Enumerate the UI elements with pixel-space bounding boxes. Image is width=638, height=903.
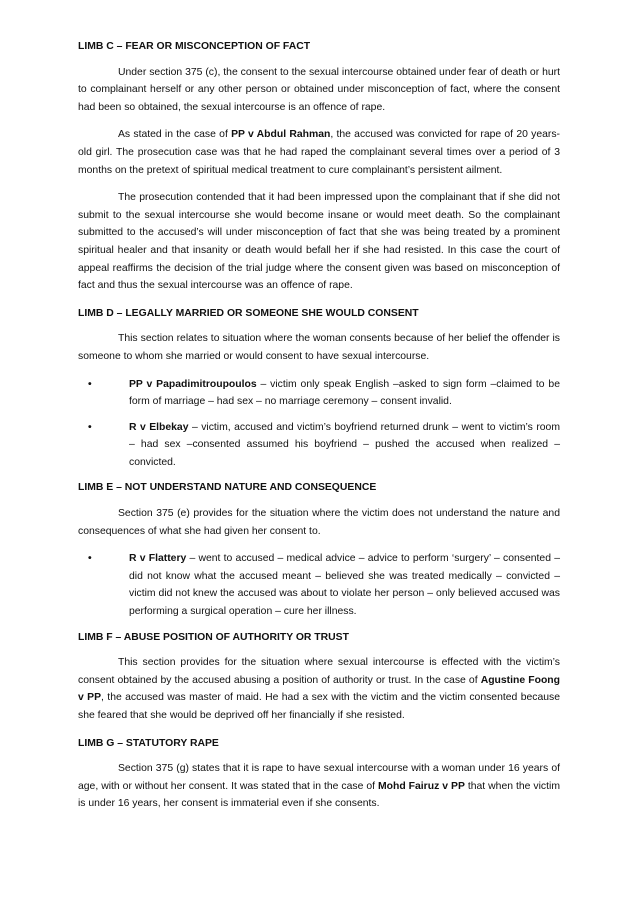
text-run: , the accused was convicted for rape of 20 years-old girl. The prosecution case was that he had raped the complainant several times over a period of 3 months on the pretext of spiritual medical treatment to cure complainant’s persistent ailment. <box>78 129 560 176</box>
limb-f-heading: LIMB F – ABUSE POSITION OF AUTHORITY OR TRUST <box>78 631 349 643</box>
limb-g-paragraph-1 <box>78 760 560 813</box>
limb-d-case-list <box>78 376 560 472</box>
limb-d-paragraph-1: This section relates to situation where the woman consents because of her belief the offender is someone to whom she married or would consent to have sexual intercourse. <box>78 333 560 362</box>
text-run: that when the victim is under 16 years, her consent is immaterial even if she consents. <box>78 780 560 810</box>
case-name: PP v Abdul Rahman <box>231 129 331 141</box>
bullet-icon: • <box>88 553 92 565</box>
limb-e-case-list <box>78 550 560 620</box>
text-run: – victim only speak English –asked to sign form –claimed to be form of marriage – had sex – no marriage ceremony – consent invalid. <box>129 378 560 408</box>
text-run: Section 375 (g) states that it is rape to have sexual intercourse with a woman under 16 years of age, with or without her consent. It was stated that in the case of <box>78 763 560 792</box>
limb-e-paragraph-1: Section 375 (e) provides for the situation where the victim does not understand the nature and consequences of what she had given her consent to. <box>78 508 560 537</box>
text-run: , the accused was master of maid. He had a sex with the victim and the victim consented because she feared that she would be deprived off her financially if she resisted. <box>78 692 560 721</box>
case-name: R v Flattery <box>129 553 187 565</box>
case-name: Mohd Fairuz v PP <box>377 780 465 792</box>
bullet-icon: • <box>88 378 92 390</box>
limb-e-heading: LIMB E – NOT UNDERSTAND NATURE AND CONSEQUENCE <box>78 482 377 494</box>
text-run: As stated in the case of <box>118 129 232 141</box>
text-run: This section provides for the situation where sexual intercourse is effected with the victim’s consent obtained by the accused abusing a position of authority or trust. In the case of <box>78 657 560 686</box>
limb-g-heading: LIMB G – STATUTORY RAPE <box>78 737 219 749</box>
limb-c-heading: LIMB C – FEAR OR MISCONCEPTION OF FACT <box>78 41 311 52</box>
case-name: PP v Papadimitroupoulos <box>129 378 257 390</box>
list-item <box>88 550 560 620</box>
text-run: – went to accused – medical advice – advice to perform ‘surgery’ – consented – did not know what the accused meant – believed she was treated medically – convicted – victim did not knew the accused was about to violate her person – only believed accused was performing a surgical operation – cure her illness. <box>129 553 560 618</box>
list-item <box>88 419 560 472</box>
limb-c-paragraph-2 <box>78 126 560 179</box>
case-name: R v Elbekay <box>129 421 189 433</box>
limb-f-paragraph-1 <box>78 654 560 724</box>
list-item <box>88 376 560 411</box>
text-run: – victim, accused and victim’s boyfriend returned drunk – went to victim’s room – had sex –consented assumed his boyfriend – pushed the accused when realized – convicted. <box>129 421 560 468</box>
case-name: Agustine Foong v PP <box>78 674 560 704</box>
limb-d-heading: LIMB D – LEGALLY MARRIED OR SOMEONE SHE WOULD CONSENT <box>78 307 419 319</box>
limb-c-paragraph-3: The prosecution contended that it had been impressed upon the complainant that if she did not submit to the sexual intercourse she would become insane or would meet death. So the complainant submitted to the accused’s will under misconception of fact that she was being treated by a prominent spiritual healer and that insanity or death would befall her if she had resisted. In this case the court of appeal reaffirms the decision of the trial judge where the consent given was based on misconception of fact and thus the sexual intercourse was an offence of rape. <box>78 192 560 292</box>
limb-c-paragraph-1: Under section 375 (c), the consent to the sexual intercourse obtained under fear of death or hurt to complainant herself or any other person or obtained under misconception of fact, where the consent had been so obtained, the sexual intercourse is an offence of rape. <box>78 66 560 113</box>
bullet-icon: • <box>88 421 92 433</box>
